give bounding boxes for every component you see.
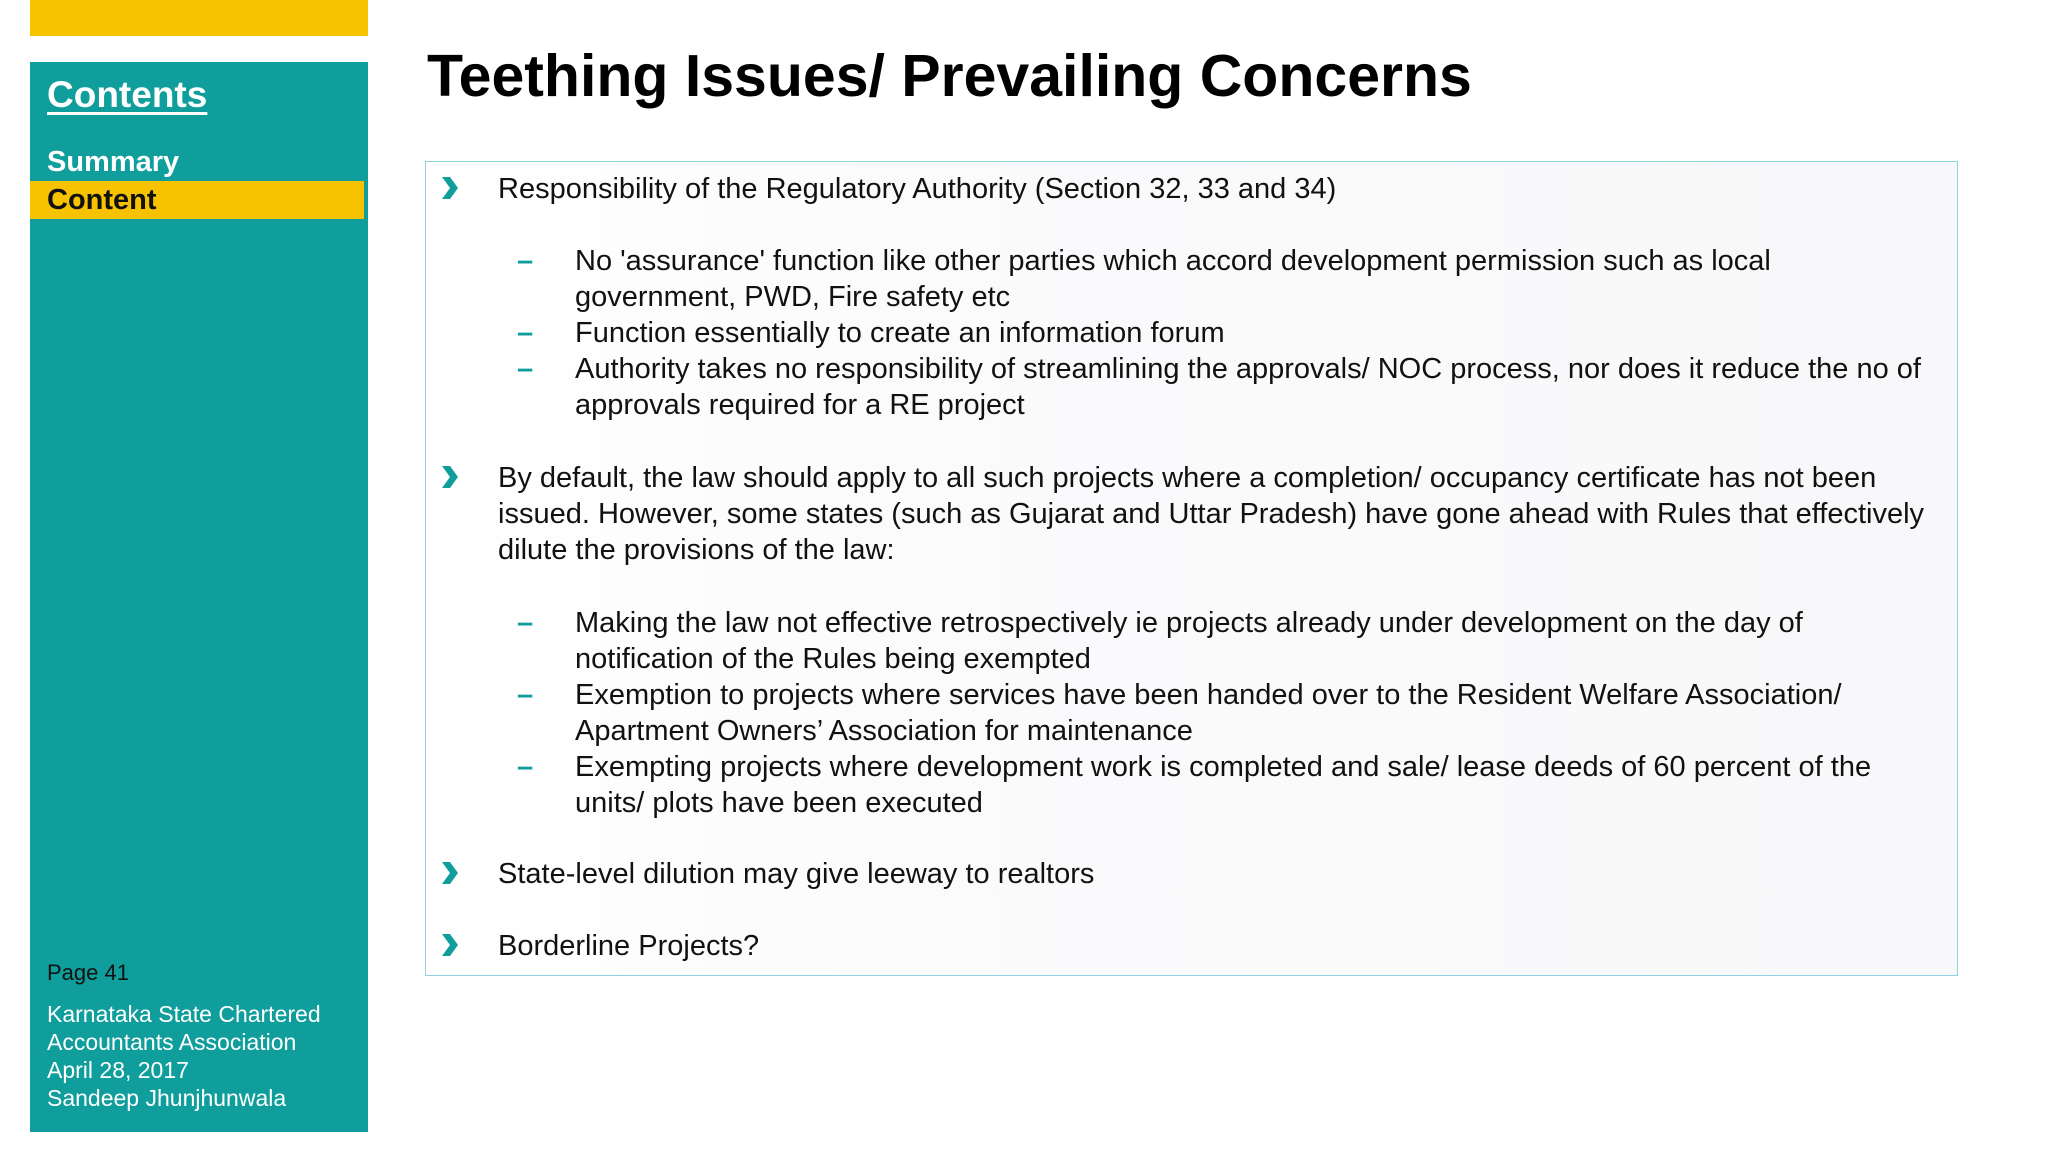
footer-organization-line1: Karnataka State Chartered	[47, 1001, 321, 1027]
chevron-right-icon	[440, 175, 460, 201]
sub-item	[426, 243, 1937, 315]
sub-item-text: Exemption to projects where services have been handed over to the Resident Welfare Association/ Apartment Owners’ Association for maintenance	[575, 679, 1842, 747]
sub-item	[426, 351, 1937, 423]
sub-item	[426, 605, 1937, 677]
sub-item-text: No 'assurance' function like other parties which accord development permission such as local government, PWD, Fire safety etc	[575, 245, 1771, 313]
sub-item	[426, 749, 1937, 821]
sub-item-text: Function essentially to create an information forum	[575, 317, 1225, 349]
sub-item-text: Making the law not effective retrospectively ie projects already under development on the day of notification of the Rules being exempted	[575, 607, 1803, 675]
chevron-right-icon	[440, 464, 460, 490]
page-title: Teething Issues/ Prevailing Concerns	[427, 43, 1472, 109]
dash-icon: –	[517, 679, 534, 711]
sidebar	[30, 62, 368, 1132]
bullet-item	[426, 856, 1937, 892]
bullet-text: Borderline Projects?	[498, 930, 760, 962]
footer-presenter: Sandeep Jhunjhunwala	[47, 1085, 287, 1111]
sub-list	[426, 605, 1937, 821]
bullet-text: Responsibility of the Regulatory Authority (Section 32, 33 and 34)	[498, 173, 1337, 205]
bullet-item	[426, 928, 1937, 964]
chevron-right-icon	[440, 860, 460, 886]
footer-organization-line2: Accountants Association	[47, 1029, 297, 1055]
footer-date: April 28, 2017	[47, 1057, 189, 1083]
sidebar-item-summary[interactable]: Summary	[47, 146, 180, 178]
sub-item-text: Exempting projects where development work is completed and sale/ lease deeds of 60 percent of the units/ plots have been executed	[575, 751, 1872, 819]
bullet-item	[426, 460, 1937, 568]
dash-icon: –	[517, 607, 534, 639]
dash-icon: –	[517, 353, 534, 385]
dash-icon: –	[517, 751, 534, 783]
chevron-right-icon	[440, 932, 460, 958]
bullet-item	[426, 171, 1937, 207]
dash-icon: –	[517, 245, 534, 277]
content-box	[425, 161, 1958, 976]
page-number: Page 41	[47, 960, 129, 985]
bullet-text: State-level dilution may give leeway to realtors	[498, 858, 1095, 890]
sub-item	[426, 677, 1937, 749]
sidebar-item-content[interactable]: Content	[30, 181, 364, 219]
bullet-text: By default, the law should apply to all such projects where a completion/ occupancy certificate has not been issued. However, some states (such as Gujarat and Uttar Pradesh) have gone ahead with Rules that effectively dilute the provisions of the law:	[498, 462, 1925, 566]
dash-icon: –	[517, 317, 534, 349]
contents-link[interactable]: Contents	[47, 74, 208, 115]
presentation-footer	[47, 1000, 321, 1112]
sub-list	[426, 243, 1937, 423]
sub-item-text: Authority takes no responsibility of streamlining the approvals/ NOC process, nor does it reduce the no of approvals required for a RE project	[575, 353, 1921, 421]
top-accent-bar	[30, 0, 368, 36]
sub-item	[426, 315, 1937, 351]
